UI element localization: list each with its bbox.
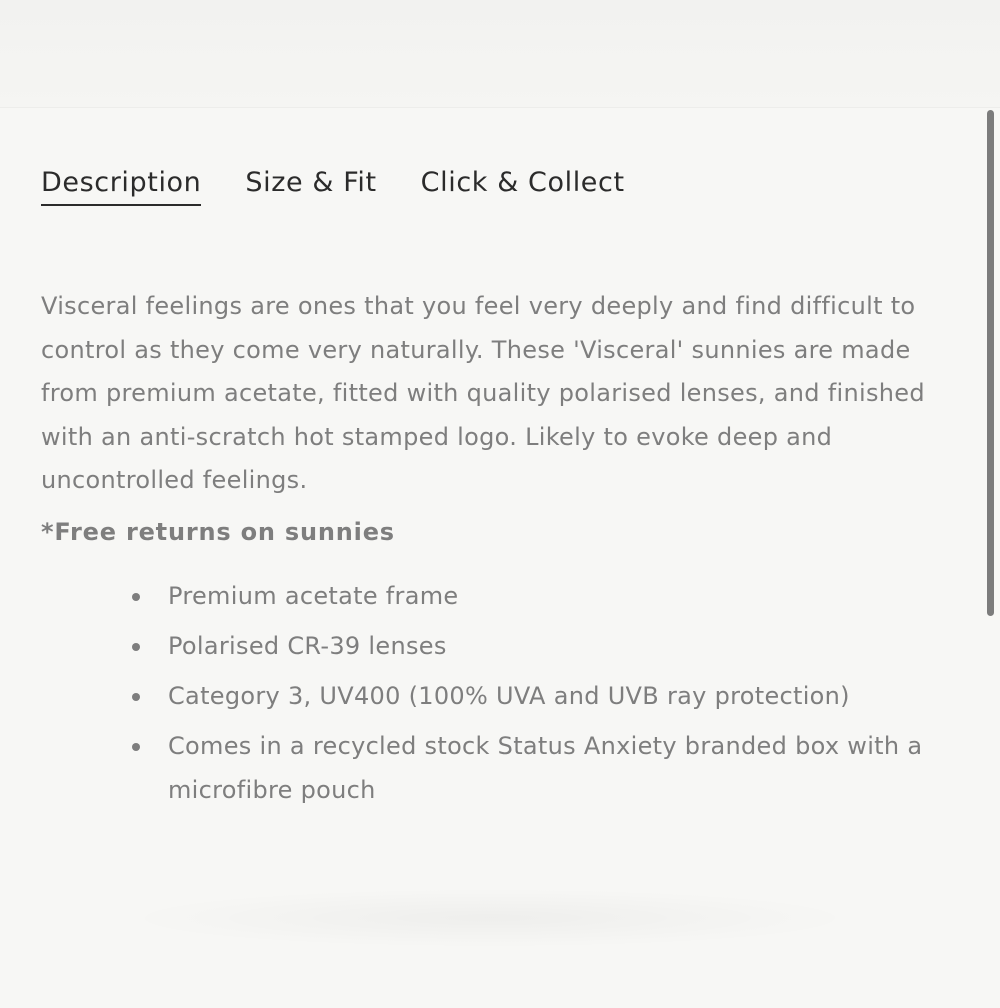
- feature-text: Category 3, UV400 (100% UVA and UVB ray protection): [168, 682, 850, 710]
- bullet-icon: [132, 743, 140, 751]
- list-item: [168, 725, 928, 812]
- free-returns-note: *Free returns on sunnies: [41, 518, 395, 546]
- tab-description[interactable]: Description: [41, 167, 201, 206]
- blurred-footer-area: [120, 888, 860, 948]
- tab-click-collect[interactable]: Click & Collect: [420, 167, 625, 198]
- bullet-icon: [132, 593, 140, 601]
- list-item: [168, 675, 928, 719]
- list-item: [168, 625, 928, 669]
- feature-list: [168, 575, 928, 819]
- tab-size-fit[interactable]: Size & Fit: [245, 167, 377, 198]
- list-item: [168, 575, 928, 619]
- bullet-icon: [132, 643, 140, 651]
- blurred-header-area: [0, 0, 1000, 108]
- feature-text: Comes in a recycled stock Status Anxiety branded box with a microfibre pouch: [168, 732, 923, 804]
- feature-text: Polarised CR-39 lenses: [168, 632, 447, 660]
- bullet-icon: [132, 693, 140, 701]
- scrollbar-thumb[interactable]: [987, 110, 994, 616]
- feature-text: Premium acetate frame: [168, 582, 459, 610]
- product-description: Visceral feelings are ones that you feel very deeply and find difficult to control as they come very naturally. These 'Visceral' sunnies are made from premium acetate, fitted with quality polarised lenses, and finished with an anti-scratch hot stamped logo. Likely to evoke deep and uncontrolled feelings.: [41, 292, 925, 494]
- product-info-tabs: [41, 167, 625, 206]
